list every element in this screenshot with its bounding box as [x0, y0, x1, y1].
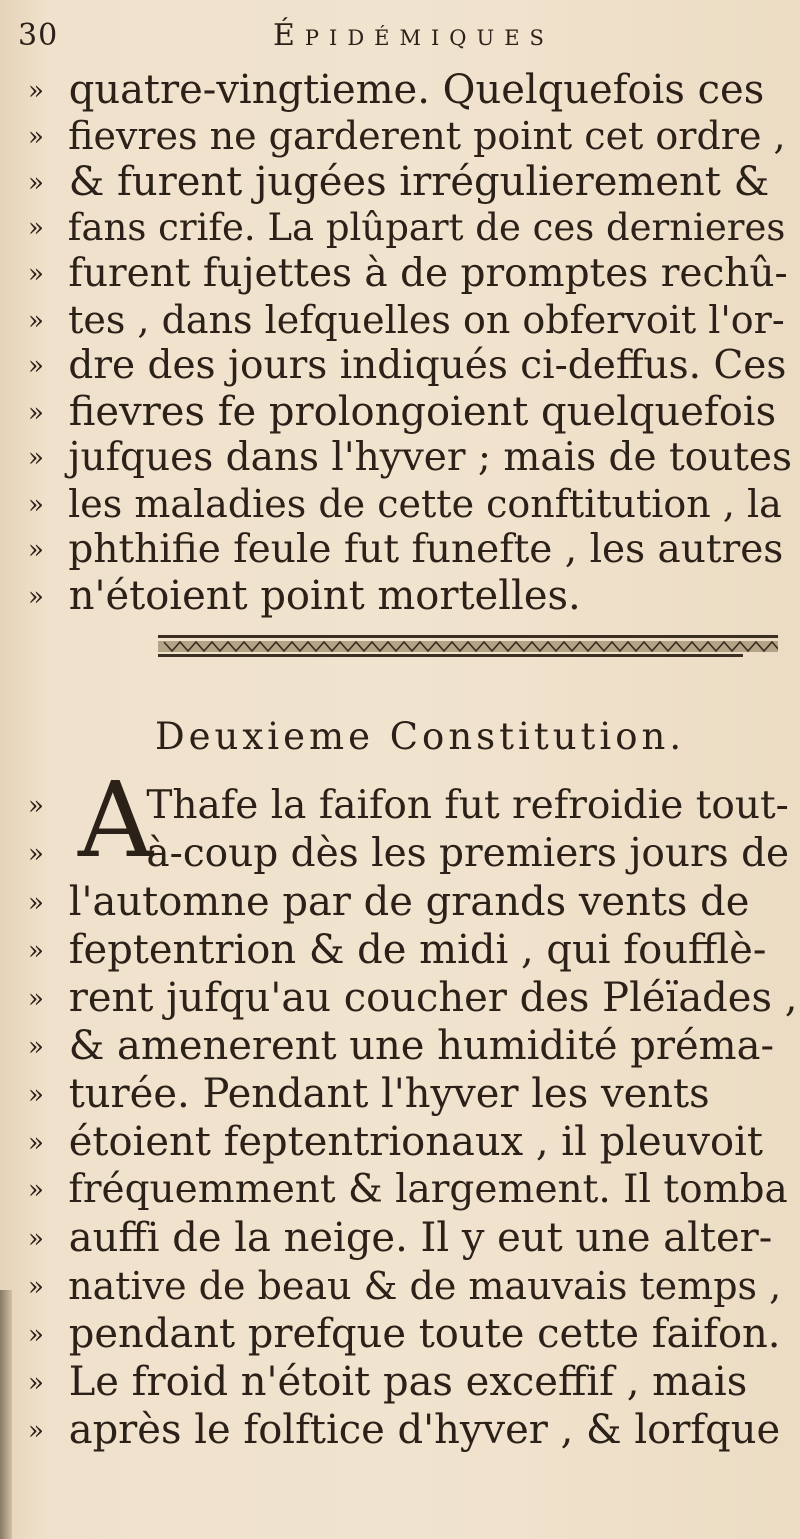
text-line — [28, 480, 798, 528]
quote-mark: » — [28, 839, 44, 869]
text-line — [28, 342, 798, 390]
line-text: Le froid n'étoit pas exceffif , mais — [68, 1359, 748, 1405]
text-line — [28, 782, 798, 830]
line-text: & furent jugées irrégulierement & — [68, 159, 770, 205]
quote-mark: » — [28, 1032, 44, 1062]
quote-mark: » — [28, 1320, 44, 1350]
text-line — [28, 1118, 798, 1166]
line-text: quatre-vingtieme. Quelquefois ces — [68, 67, 765, 113]
text-line — [28, 66, 798, 114]
line-text: auffi de la neige. Il y eut une alter- — [68, 1215, 773, 1261]
text-line — [28, 526, 798, 574]
quote-mark: » — [28, 76, 44, 106]
text-line — [28, 1310, 798, 1358]
quote-mark: » — [28, 1128, 44, 1158]
rule-pattern — [158, 641, 778, 652]
drop-cap-letter: A — [78, 759, 154, 881]
text-line — [28, 878, 798, 926]
text-line — [28, 1358, 798, 1406]
quote-mark: » — [28, 1080, 44, 1110]
text-line — [28, 1070, 798, 1118]
quote-mark: » — [28, 168, 44, 198]
quote-mark: » — [28, 1175, 44, 1205]
text-line — [28, 974, 798, 1022]
text-line — [28, 204, 798, 252]
line-text: phthifie feule fut funefte , les autres — [68, 527, 784, 572]
line-text: les maladies de cette conftitution , la — [68, 482, 782, 526]
line-text: n'étoient point mortelles. — [68, 573, 581, 619]
running-title: Épidémiques — [273, 18, 554, 53]
text-line — [28, 296, 798, 344]
quote-mark: » — [28, 259, 44, 289]
line-text: tes , dans lefquelles on obfervoit l'or- — [68, 298, 785, 342]
quote-mark: » — [28, 1416, 44, 1446]
quote-mark: » — [28, 490, 44, 520]
text-line — [28, 1406, 798, 1454]
quote-mark: » — [28, 1272, 44, 1302]
quote-mark: » — [28, 888, 44, 918]
quote-mark: » — [28, 398, 44, 428]
page-number: 30 — [18, 18, 59, 53]
text-line — [28, 250, 798, 298]
quote-mark: » — [28, 351, 44, 381]
line-text: & amenerent une humidité préma- — [68, 1023, 774, 1069]
line-text: fievres fe prolongoient quelquefois — [68, 389, 777, 435]
line-text: Thafe la faifon fut refroidie tout- — [146, 783, 789, 828]
rule-bottom-line — [158, 654, 743, 657]
line-text: rent jufqu'au coucher des Pléïades , — [68, 975, 798, 1021]
text-line — [28, 926, 798, 974]
text-line — [28, 572, 798, 620]
line-text: jufques dans l'hyver ; mais de toutes — [68, 435, 793, 480]
line-text: étoient feptentrionaux , il pleuvoit — [68, 1119, 763, 1165]
quote-mark: » — [28, 122, 44, 152]
line-text: dre des jours indiqués ci-deffus. Ces — [68, 343, 787, 388]
line-text: native de beau & de mauvais temps , — [68, 1264, 782, 1308]
quote-mark: » — [28, 582, 44, 612]
line-text: fans crife. La plûpart de ces dernieres — [67, 206, 786, 249]
line-text: fievres ne garderent point cet ordre , — [68, 114, 786, 158]
quote-mark: » — [28, 213, 44, 243]
rule-top-line — [158, 635, 778, 638]
quote-mark: » — [28, 936, 44, 966]
text-line — [28, 158, 798, 206]
page-edge-shadow — [0, 1290, 12, 1539]
line-text: fréquemment & largement. Il tomba — [68, 1167, 788, 1212]
line-text: turée. Pendant l'hyver les vents — [68, 1071, 710, 1117]
line-text: l'automne par de grands vents de — [68, 879, 750, 925]
quote-mark: » — [28, 791, 44, 821]
section-heading: Deuxieme Constitution. — [155, 715, 686, 758]
line-text: pendant prefque toute cette faifon. — [68, 1311, 781, 1357]
page-header — [18, 14, 778, 62]
text-line — [28, 1262, 798, 1310]
quote-mark: » — [28, 1368, 44, 1398]
text-line — [28, 1166, 798, 1214]
line-text: feptentrion & de midi , qui foufflè- — [68, 927, 767, 973]
quote-mark: » — [28, 984, 44, 1014]
text-line — [28, 830, 798, 878]
quote-mark: » — [28, 1224, 44, 1254]
quote-mark: » — [28, 535, 44, 565]
text-line — [28, 112, 798, 160]
text-line — [28, 1022, 798, 1070]
quote-mark: » — [28, 443, 44, 473]
ornamental-rule — [158, 633, 778, 667]
text-line — [28, 434, 798, 482]
line-text: à-coup dès les premiers jours de — [146, 831, 790, 876]
text-line — [28, 388, 798, 436]
quote-mark: » — [28, 306, 44, 336]
line-text: furent fujettes à de promptes rechû- — [68, 251, 788, 296]
line-text: après le folftice d'hyver , & lorfque — [68, 1407, 781, 1453]
text-line — [28, 1214, 798, 1262]
